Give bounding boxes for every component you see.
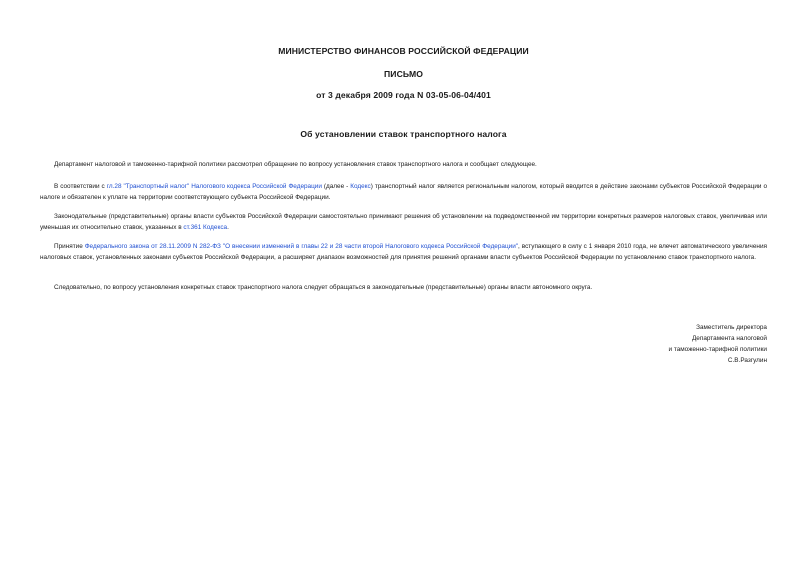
- signature-position: Заместитель директора: [696, 324, 767, 331]
- link-federal-law-282[interactable]: Федерального закона от 28.11.2009 N 282-ФЗ "О внесении изменений в главы 22 и 28 части второй Налогового кодекса Российской Федерации": [84, 243, 519, 250]
- paragraph-text: , вступающего в силу с 1 января 2010 года, не влечет автоматического увеличения налоговых ставок, установленных законами субъектов Российской Федерации, а расширяет диапазон возможностей для принятия решений органами власти субъектов Российской Федерации по установлению ставок транспортного налога.: [40, 243, 767, 261]
- paragraph-text: (далее -: [321, 183, 351, 190]
- paragraph-text: В соответствии с: [54, 183, 107, 190]
- paragraph-text: Принятие: [54, 243, 85, 250]
- paragraph-regional-rates: [40, 212, 767, 233]
- document-type: ПИСЬМО: [384, 69, 423, 79]
- ministry-heading: МИНИСТЕРСТВО ФИНАНСОВ РОССИЙСКОЙ ФЕДЕРАЦИИ: [278, 46, 529, 56]
- paragraph-text: ) транспортный налог является региональным налогом, который вводится в действие законами субъектов Российской Федерации о налоге и обязателен к уплате на территории соответствующего субъекта Российской Федерации.: [40, 183, 767, 201]
- paragraph-legal-basis: [40, 182, 767, 203]
- document-subject: Об установлении ставок транспортного налога: [300, 129, 507, 139]
- link-tax-code[interactable]: Кодекс: [350, 183, 371, 190]
- signature-department-cont: и таможенно-тарифной политики: [668, 345, 767, 353]
- document-date-number: от 3 декабря 2009 года N 03-05-06-04/401: [316, 90, 491, 100]
- paragraph-conclusion: [40, 283, 767, 294]
- paragraph-text: Следовательно, по вопросу установления конкретных ставок транспортного налога следует обращаться в законодательные (представительные) органы власти автономного округа.: [54, 284, 593, 291]
- paragraph-text: .: [227, 223, 229, 231]
- paragraph-text: Департамент налоговой и таможенно-тарифной политики рассмотрел обращение по вопросу установления ставок транспортного налога и сообщает следующее.: [54, 161, 537, 168]
- paragraph-federal-law: [40, 242, 767, 263]
- signature-name: С.В.Разгулин: [727, 356, 767, 364]
- signature-block: [669, 323, 767, 367]
- link-tax-code-chapter-28[interactable]: гл.28 "Транспортный налог" Налогового кодекса Российской Федерации: [106, 183, 322, 190]
- link-article-361[interactable]: ст.361 Кодекса: [183, 223, 228, 231]
- paragraph-intro: [40, 160, 767, 171]
- signature-department: Департамента налоговой: [691, 334, 767, 342]
- paragraph-text: Законодательные (представительные) органы власти субъектов Российской Федерации самостоятельно принимают решения об установлении на подведомственной им территории конкретных размеров налоговых ставок, увеличивая или уменьшая их относительно ставок, указанных в: [40, 213, 767, 231]
